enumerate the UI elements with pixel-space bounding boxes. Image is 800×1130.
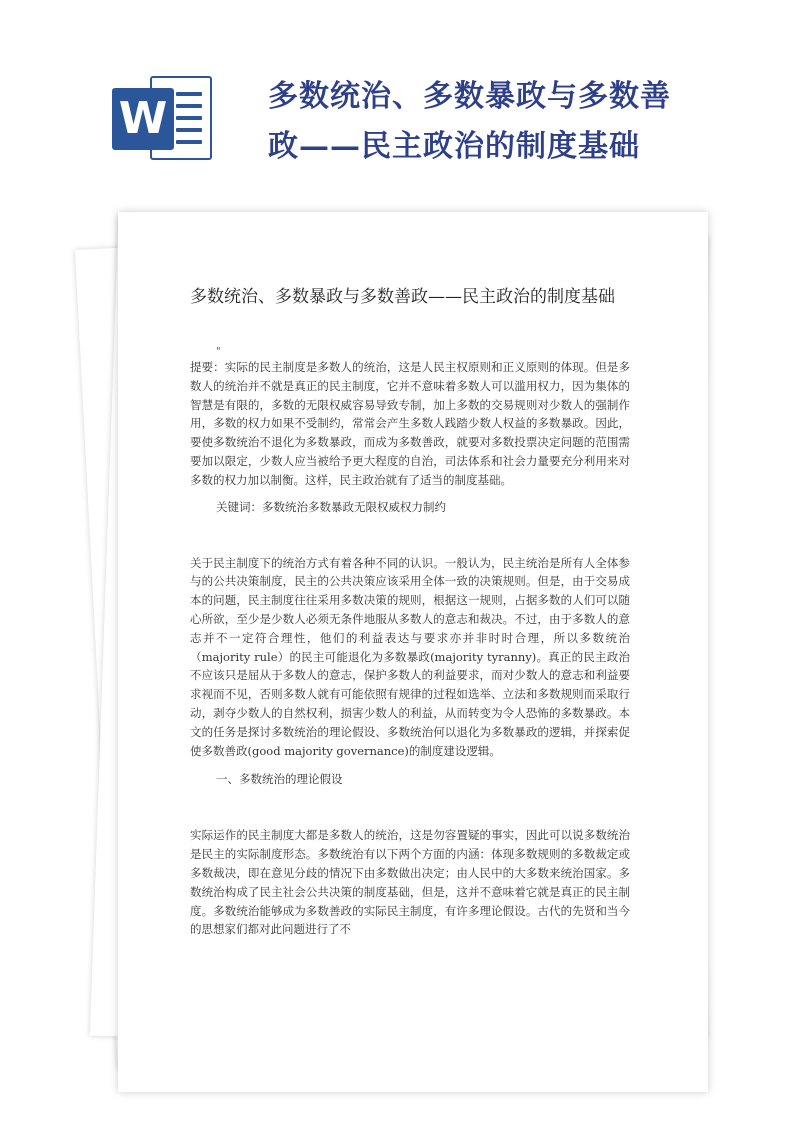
intro-paragraph: 关于民主制度下的统治方式有着各种不同的认识。一般认为，民主统治是所有人全体参与的公共决策制度，民主的公共决策应该采用全体一致的决策规则。但是，由于交易成本的问题，民主制度往往采用多数决策的规则，根据这一规则，占据多数的人们可以随心所欲，至少是少数人必须无条件地服从多数人的意志和裁决。不过，由于多数人的意志并不一定符合理性，他们的利益表达与要求亦并非时时合理，所以多数统治（majority rule）的民主可能退化为多数暴政(majority tyranny)。真正的民主政治不应该只是屈从于多数人的意志，保护多数人的利益要求，而对少数人的意志和利益要求视而不见，否则多数人就有可能依照有规律的过程如选举、立法和多数规则而采取行动，剥夺少数人的自然权利，损害少数人的利益，从而转变为令人恐怖的多数暴政。本文的任务是探讨多数统治的理论假设、多数统治何以退化为多数暴政的逻辑，并探索促使多数善政(good majority governance)的制度建设逻辑。 xyxy=(190,555,630,758)
word-document-icon xyxy=(112,68,216,166)
document-content xyxy=(190,282,630,939)
header-title: 多数统治、多数暴政与多数善政——民主政治的制度基础 xyxy=(268,79,671,164)
document-title: 多数统治、多数暴政与多数善政——民主政治的制度基础 xyxy=(190,287,615,307)
word-letter-badge: W xyxy=(112,88,174,150)
abstract-paragraph: 提要：实际的民主制度是多数人的统治，这是人民主权原则和正义原则的体现。但是多数人的统治并不就是真正的民主制度，它并不意味着多数人可以滥用权力，因为集体的智慧是有限的，多数的无限权威容易导致专制，加上多数的交易规则对少数人的强制作用，多数的权力如果不受制约，常常会产生多数人践踏少数人权益的多数暴政。因此，要使多数统治不退化为多数暴政，而成为多数善政，就要对多数投票决定问题的范围需要加以限定，少数人应当被给予更大程度的自治，司法体系和社会力量要充分利用来对多数的权力加以制衡。这样，民主政治就有了适当的制度基础。 xyxy=(190,360,630,487)
quote-mark: " xyxy=(216,346,221,357)
section1-paragraph: 实际运作的民主制度大都是多数人的统治，这是勿容置疑的事实，因此可以说多数统治是民主的实际制度形态。多数统治有以下两个方面的内涵：体现多数规则的多数裁定或多数裁决，即在意见分歧的情况下由多数做出决定；由人民中的大多数来统治国家。多数统治构成了民主社会公共决策的制度基础，但是，这并不意味着它就是真正的民主制度。多数统治能够成为多数善政的实际民主制度，有许多理论假设。古代的先贤和当今的思想家们都对此问题进行了不 xyxy=(190,828,630,937)
section-heading-1: 一、多数统治的理论假设 xyxy=(216,772,343,787)
keywords-line: 关键词：多数统治多数暴政无限权威权力制约 xyxy=(216,499,446,514)
document-page xyxy=(118,212,708,1092)
